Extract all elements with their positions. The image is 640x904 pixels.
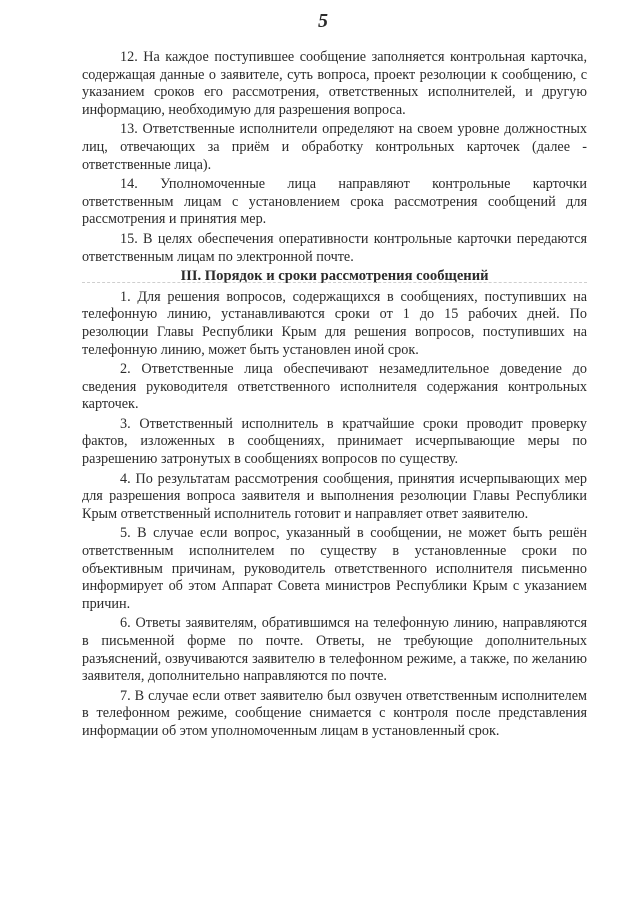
- paragraph-12: 12. На каждое поступившее сообщение заполняется контрольная карточка, содержащая данные о заявителе, суть вопроса, проект резолюции к сообщению, с указанием сроков его рассмотрения, ответственных исполнителей, и другую информацию, необходимую для разрешения вопроса.: [82, 49, 587, 118]
- page-number: 5: [318, 10, 328, 32]
- section3-paragraph-2: 2. Ответственные лица обеспечивают незамедлительное доведение до сведения руководителя ответственного исполнителя содержания контрольных карточек.: [82, 361, 587, 413]
- document-body: [82, 49, 587, 743]
- scan-artifact-line: [82, 282, 587, 283]
- section3-paragraph-5: 5. В случае если вопрос, указанный в сообщении, не может быть решён ответственным исполнителем по существу в установленные сроки по объективным причинам, руководитель ответственного исполнителя письменно информирует об этом Аппарат Совета министров Республики Крым с указанием причин.: [82, 525, 587, 612]
- paragraph-15: 15. В целях обеспечения оперативности контрольные карточки передаются ответственным лицам по электронной почте.: [82, 230, 587, 265]
- paragraph-14: 14. Уполномоченные лица направляют контрольные карточки ответственным лицам с установлением срока рассмотрения сообщений для рассмотрения и принятия мер.: [82, 176, 587, 228]
- section3-paragraph-1: 1. Для решения вопросов, содержащихся в сообщениях, поступивших на телефонную линию, устанавливаются сроки от 1 до 15 рабочих дней. По резолюции Главы Республики Крым для решения вопросов, поступивших на телефонную линию, может быть установлен иной срок.: [82, 288, 587, 358]
- paragraph-13: 13. Ответственные исполнители определяют на своем уровне должностных лиц, отвечающих за приём и обработку контрольных карточек (далее - ответственные лица).: [82, 121, 587, 173]
- section3-paragraph-7: 7. В случае если ответ заявителю был озвучен ответственным исполнителем в телефонном режиме, сообщение снимается с контроля после представления информации об этом уполномоченным лицам в установленный срок.: [82, 687, 587, 739]
- section3-paragraph-3: 3. Ответственный исполнитель в кратчайшие сроки проводит проверку фактов, изложенных в сообщениях, принимает исчерпывающие меры по разрешению затронутых в сообщениях вопросов по существу.: [82, 415, 587, 468]
- section3-paragraph-4: 4. По результатам рассмотрения сообщения, принятия исчерпывающих мер для разрешения вопроса заявителя и выполнения резолюции Главы Республики Крым ответственный исполнитель готовит и направляет ответ заявителю.: [82, 470, 587, 522]
- section3-paragraph-6: 6. Ответы заявителям, обратившимся на телефонную линию, направляются в письменной форме по почте. Ответы, не требующие дополнительных разъяснений, озвучиваются заявителю в телефонном режиме, а также, по желанию заявителя, дополнительно направляются по почте.: [82, 615, 587, 685]
- section-heading: III. Порядок и сроки рассмотрения сообщений: [180, 268, 489, 285]
